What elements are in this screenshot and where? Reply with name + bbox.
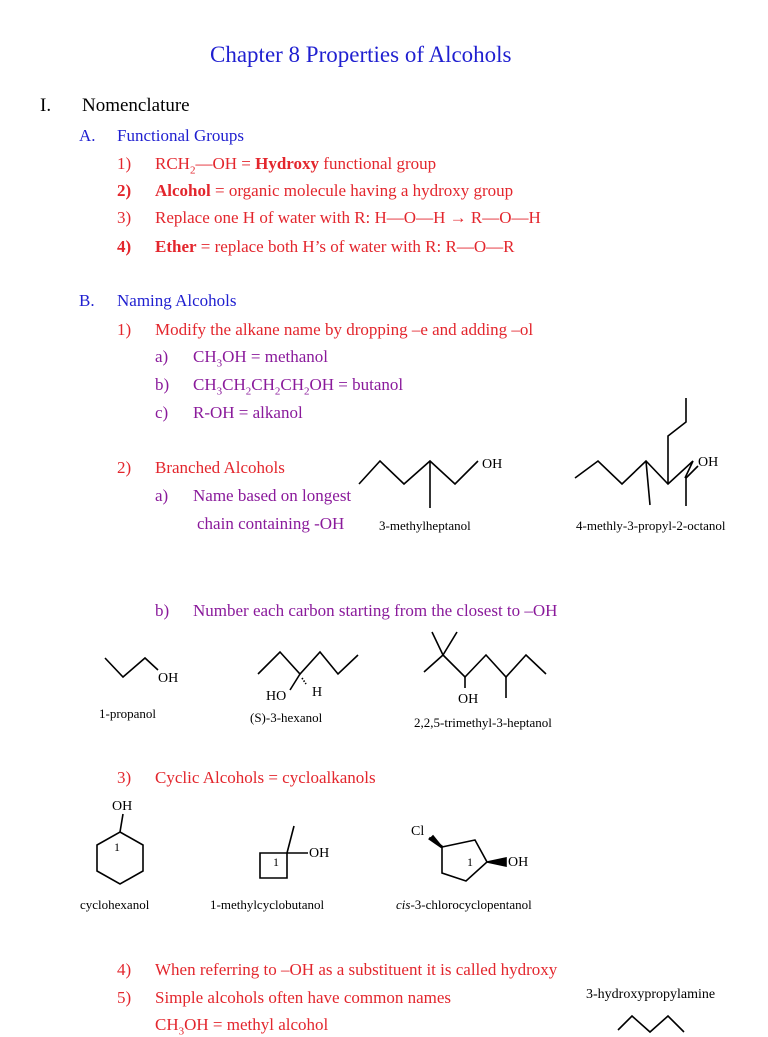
carbon-number: 1 (114, 840, 120, 854)
item-b5a-text: $CH_3OH$ = methyl alcohol (155, 1015, 329, 1037)
item-a1-text: $RCH_2—OH$ = Hydroxy functional group (155, 154, 437, 177)
item-a1-number: 1) (117, 154, 132, 173)
item-b1a-letter: a) (155, 347, 169, 366)
section-number: I. (40, 95, 52, 116)
item-a4-number: 4) (117, 237, 132, 256)
item-b2-number: 2) (117, 458, 132, 477)
arrow-icon: → (449, 208, 467, 227)
oh-label: OH (112, 799, 133, 814)
item-b4-text: When referring to –OH as a substituent it is called hydroxy (155, 960, 558, 979)
subsection-b-letter: B. (79, 291, 95, 310)
oh-label: OH (508, 855, 529, 870)
item-a3-number: 3) (117, 208, 132, 227)
oh-label: OH (158, 671, 179, 686)
caption-cis-3-chlorocyclopentanol: cis-3-chlorocyclopentanol (396, 897, 532, 912)
item-b1a-text: $CH_3OH$ = methanol (193, 347, 329, 370)
item-b2-text: Branched Alcohols (155, 458, 285, 477)
item-b2a-line2: chain containing -OH (197, 514, 345, 533)
item-b2a-letter: a) (155, 486, 169, 505)
oh-label: OH (698, 455, 719, 470)
subsection-b-heading: Naming Alcohols (117, 291, 237, 310)
carbon-number: 1 (467, 855, 473, 869)
page-title: Chapter 8 Properties of Alcohols (210, 42, 512, 67)
item-b1-text: Modify the alkane name by dropping –e and adding –ol (155, 320, 534, 339)
item-b5-number: 5) (117, 988, 132, 1007)
item-a4-text: Ether = replace both H’s of water with R: R—O—R (155, 237, 515, 256)
h-label: H (312, 685, 323, 700)
item-b1c-letter: c) (155, 403, 169, 422)
caption-3-methylheptanol: 3-methylheptanol (379, 518, 471, 533)
subsection-a-heading: Functional Groups (117, 126, 245, 145)
caption-3-hydroxypropylamine: 3-hydroxypropylamine (586, 987, 716, 1002)
item-b2a-line1: Name based on longest (193, 486, 352, 505)
carbon-number: 1 (273, 855, 279, 869)
item-b2b-text: Number each carbon starting from the closest to –OH (193, 601, 558, 620)
item-a3-text: Replace one H of water with R: H—O—H → R—O—H (155, 208, 541, 227)
item-b1b-text: $CH_3CH_2CH_2CH_2OH$ = butanol (193, 375, 404, 398)
oh-label: OH (482, 457, 503, 472)
section-heading: Nomenclature (82, 95, 190, 116)
item-b3-number: 3) (117, 768, 132, 787)
caption-2-2-5-trimethyl-3-heptanol: 2,2,5-trimethyl-3-heptanol (414, 715, 552, 730)
item-b2b-letter: b) (155, 601, 170, 620)
item-b1c-text: R-OH = alkanol (193, 403, 303, 422)
item-b5-text: Simple alcohols often have common names (155, 988, 452, 1007)
caption-1-propanol: 1-propanol (99, 706, 157, 721)
caption-1-methylcyclobutanol: 1-methylcyclobutanol (210, 897, 325, 912)
subsection-a-letter: A. (79, 126, 96, 145)
item-b1-number: 1) (117, 320, 132, 339)
oh-label: OH (309, 846, 330, 861)
item-b1b-letter: b) (155, 375, 170, 394)
caption-s-3-hexanol: (S)-3-hexanol (250, 710, 323, 725)
ho-label: HO (266, 689, 287, 704)
item-b4-number: 4) (117, 960, 132, 979)
oh-label: OH (458, 692, 479, 707)
cl-label: Cl (411, 824, 425, 839)
item-a2-text: Alcohol = organic molecule having a hydroxy group (155, 181, 514, 200)
caption-cyclohexanol: cyclohexanol (80, 897, 150, 912)
caption-4-methyl-3-propyl-2-octanol: 4-methly-3-propyl-2-octanol (576, 518, 726, 533)
item-b3-text: Cyclic Alcohols = cycloalkanols (155, 768, 376, 787)
item-a2-number: 2) (117, 181, 132, 200)
